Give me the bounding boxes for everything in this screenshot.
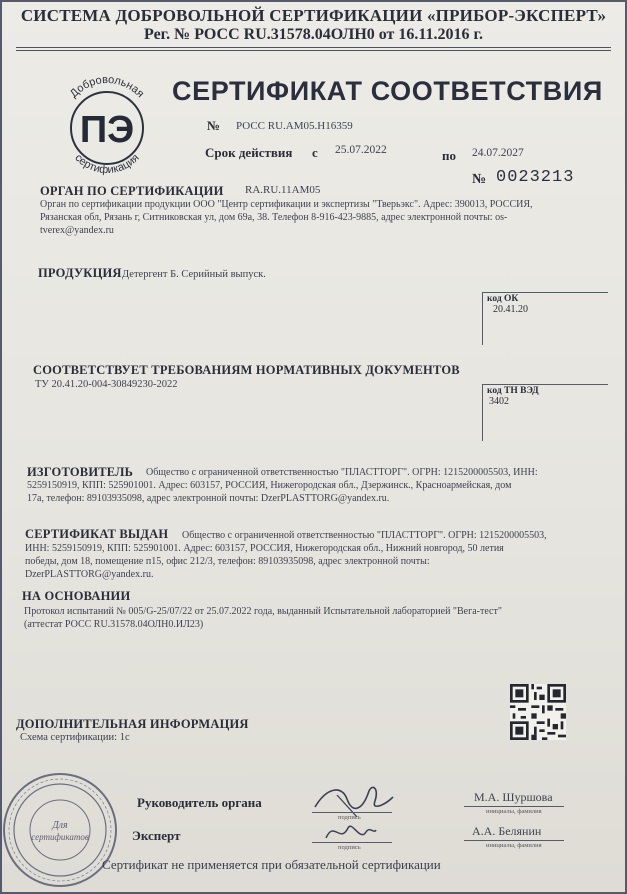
certification-logo: [50, 66, 164, 180]
organ-line-2: Рязанская обл, Рязань г, Ситниковская ул, дом 69а, 38. Телефон 8-916-423-9885, адрес электронной почты: os-: [40, 212, 508, 223]
blank-number-label: №: [472, 172, 487, 187]
organ-label: ОРГАН ПО СЕРТИФИКАЦИИ: [40, 184, 224, 198]
head-sign-caption: подпись: [338, 814, 361, 821]
organ-code: RA.RU.11АМ05: [245, 184, 321, 196]
basis-label: НА ОСНОВАНИИ: [22, 589, 131, 603]
validity-to: 24.07.2027: [472, 147, 524, 159]
issued-line-1: Общество с ограниченной ответственностью "ПЛАСТТОРГ". ОГРН: 1215200005503,: [182, 530, 547, 541]
number-label: №: [207, 118, 221, 133]
blank-number: 0023213: [496, 168, 575, 187]
validity-label: Срок действия: [205, 145, 293, 160]
issued-line-2: ИНН: 5259150919, КПП: 525901001. Адрес: 603157, РОССИЯ, Нижегородская обл., Нижний новгород, 50 летия: [25, 543, 504, 554]
expert-sign-line: [312, 842, 392, 843]
tnved-box: [482, 384, 608, 441]
conforms-value: ТУ 20.41.20-004-30849230-2022: [35, 379, 178, 390]
basis-line-1: Протокол испытаний № 005/G-25/07/22 от 25.07.2022 года, выданный Испытательной лабораторией "Вега-тест": [24, 606, 502, 617]
manufacturer-label: ИЗГОТОВИТЕЛЬ: [27, 465, 134, 479]
head-name: М.А. Шуршова: [474, 790, 553, 804]
logo-letters: ПЭ: [79, 109, 135, 151]
basis-line-2: (аттестат РОСС RU.31578.04ОЛН0.ИЛ23): [24, 619, 204, 630]
validity-from-label: с: [312, 145, 318, 160]
expert-name-line: [464, 840, 564, 841]
head-sign-line: [312, 812, 392, 813]
okpd-value: 20.41.20: [493, 304, 528, 315]
stamp-text-1: Для: [52, 820, 68, 831]
footer-note: Сертификат не применяется при обязательной сертификации: [102, 857, 441, 872]
stamp-seal: [2, 764, 122, 894]
system-name: СИСТЕМА ДОБРОВОЛЬНОЙ СЕРТИФИКАЦИИ «ПРИБОР-ЭКСПЕРТ»: [20, 6, 607, 25]
stamp-text-2: сертификатов: [31, 832, 89, 842]
logo-icon: [50, 66, 164, 180]
additional-value: Схема сертификации: 1с: [20, 732, 130, 743]
head-name-line: [464, 806, 564, 807]
header-rule: [16, 47, 611, 48]
product-value: Детергент Б. Серийный выпуск.: [122, 269, 266, 280]
issued-label: СЕРТИФИКАТ ВЫДАН: [25, 527, 169, 541]
head-label: Руководитель органа: [137, 795, 262, 810]
certificate-number: РОСС RU.АМ05.Н16359: [236, 120, 353, 132]
manufacturer-line-3: 17а, телефон: 89103935098, адрес электронной почты: DzerPLASTTORG@yandex.ru.: [27, 493, 390, 504]
validity-to-label: по: [442, 148, 456, 163]
conforms-label: СООТВЕТСТВУЕТ ТРЕБОВАНИЯМ НОРМАТИВНЫХ ДОКУМЕНТОВ: [33, 363, 460, 377]
organ-line-3: tverex@yandex.ru: [40, 225, 114, 236]
logo-bottom-text: сертификация: [72, 151, 142, 177]
organ-line-1: Орган по сертификации продукции ООО "Центр сертификации и экспертизы "Тверьэкс". Адрес: 390013, РОССИЯ,: [40, 199, 533, 210]
expert-sign-caption: подпись: [338, 844, 361, 851]
svg-text:Добровольная: [68, 74, 146, 100]
header-rule-2: [16, 50, 611, 51]
okpd-label: код ОК: [487, 294, 519, 304]
qr-code-icon: [510, 684, 566, 740]
tnved-label: код ТН ВЭД: [487, 386, 539, 396]
tnved-value: 3402: [489, 396, 509, 407]
manufacturer-line-1: Общество с ограниченной ответственностью "ПЛАСТТОРГ". ОГРН: 1215200005503, ИНН:: [146, 467, 538, 478]
expert-label: Эксперт: [132, 828, 181, 843]
additional-label: ДОПОЛНИТЕЛЬНАЯ ИНФОРМАЦИЯ: [16, 717, 249, 731]
head-name-caption: инициалы, фамилия: [486, 808, 542, 815]
manufacturer-line-2: 5259150919, КПП: 525901001. Адрес: 603157, РОССИЯ, Нижегородская обл., Дзержинск., Красноармейская, дом: [27, 480, 512, 491]
issued-line-3: победы, дом 18, помещение п15, офис 212/3, телефон: 89103935098, адрес электронной почты:: [25, 556, 430, 567]
okpd-box: [482, 292, 608, 345]
expert-name-caption: инициалы, фамилия: [486, 842, 542, 849]
product-label: ПРОДУКЦИЯ: [38, 266, 122, 280]
certificate-title: СЕРТИФИКАТ СООТВЕТСТВИЯ: [172, 76, 603, 106]
system-registration: Рег. № РОСС RU.31578.04ОЛН0 от 16.11.2016 г.: [144, 26, 483, 43]
logo-top-text: Добровольная: [67, 73, 147, 101]
issued-line-4: DzerPLASTTORG@yandex.ru.: [25, 569, 154, 580]
expert-name: А.А. Белянин: [472, 824, 542, 838]
validity-from: 25.07.2022: [335, 144, 387, 156]
organ-details: [40, 198, 600, 237]
